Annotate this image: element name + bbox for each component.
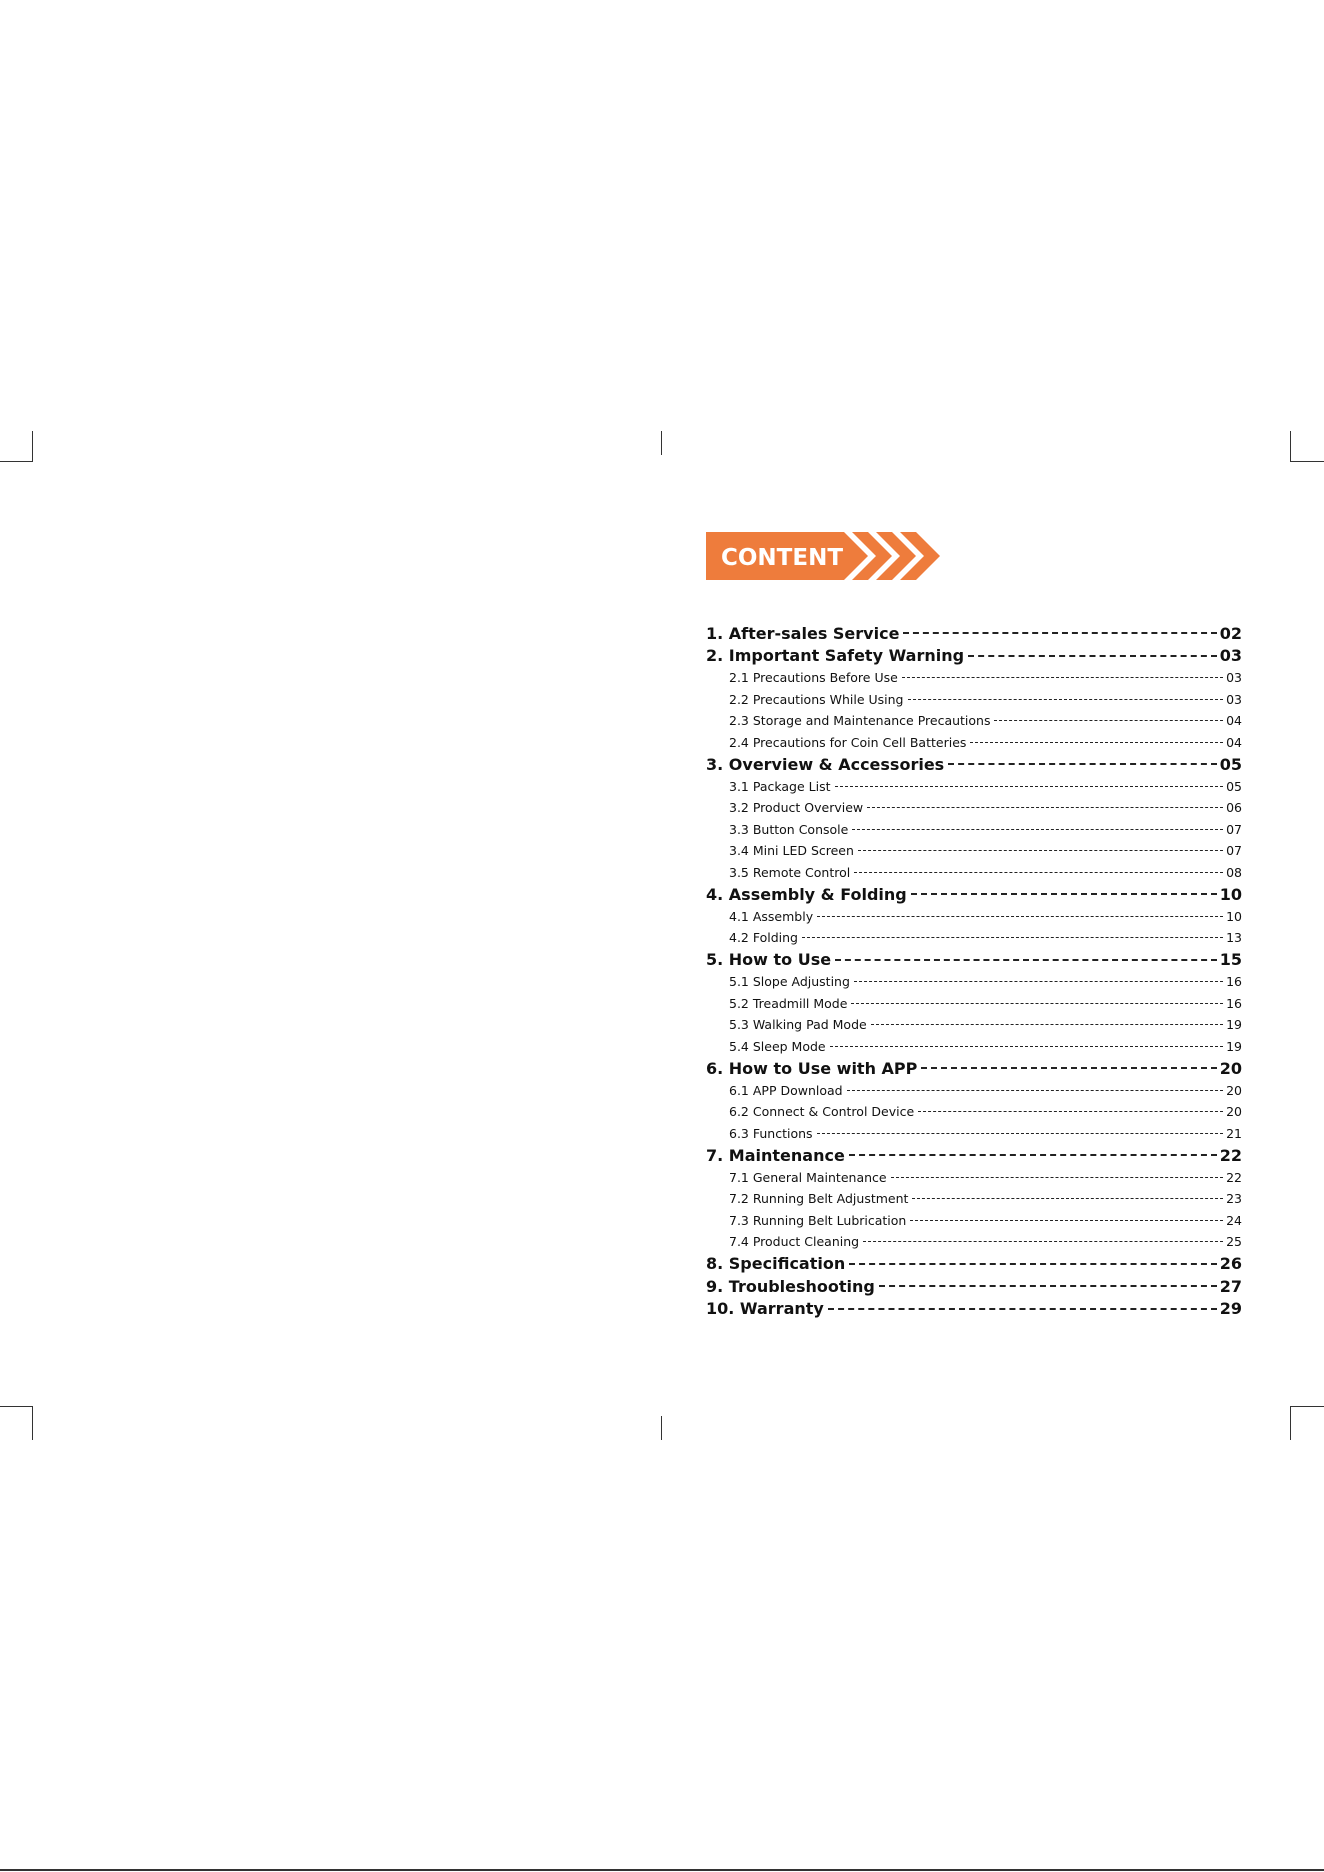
toc-page-number: 02 xyxy=(1219,623,1242,643)
toc-dotted-leader xyxy=(908,699,1224,700)
toc-page-number: 21 xyxy=(1226,1125,1242,1141)
toc-entry-title: 3.3 Button Console xyxy=(729,821,849,837)
toc-entry-title: 6.1 APP Download xyxy=(729,1082,843,1098)
toc-page-number: 10 xyxy=(1219,884,1242,904)
toc-page-number: 07 xyxy=(1226,843,1242,859)
toc-entry-title: 5. How to Use xyxy=(706,950,832,970)
toc-dotted-leader xyxy=(910,1220,1223,1221)
toc-page-number: 23 xyxy=(1226,1191,1242,1207)
toc-section-entry[interactable] xyxy=(706,645,1242,668)
toc-dotted-leader xyxy=(830,1046,1223,1047)
toc-entry-title: 8. Specification xyxy=(706,1254,846,1274)
toc-page-number: 26 xyxy=(1219,1254,1242,1274)
toc-subsection-entry[interactable] xyxy=(706,1167,1242,1189)
toc-dotted-leader xyxy=(849,1263,1217,1265)
toc-entry-title: 2. Important Safety Warning xyxy=(706,646,965,666)
toc-subsection-entry[interactable] xyxy=(706,1210,1242,1232)
toc-page-number: 22 xyxy=(1226,1169,1242,1185)
toc-section-entry[interactable] xyxy=(706,1057,1242,1080)
toc-entry-title: 9. Troubleshooting xyxy=(706,1276,875,1296)
toc-section-entry[interactable] xyxy=(706,1298,1242,1321)
toc-page-number: 03 xyxy=(1226,691,1242,707)
toc-page-number: 29 xyxy=(1219,1299,1242,1319)
toc-page-number: 07 xyxy=(1226,821,1242,837)
toc-dotted-leader xyxy=(902,677,1223,678)
toc-dotted-leader xyxy=(854,872,1223,873)
toc-section-entry[interactable] xyxy=(706,1144,1242,1167)
toc-dotted-leader xyxy=(968,655,1217,657)
toc-dotted-leader xyxy=(851,1003,1223,1004)
toc-entry-title: 2.4 Precautions for Coin Cell Batteries xyxy=(729,734,967,750)
toc-section-entry[interactable] xyxy=(706,1253,1242,1276)
toc-subsection-entry[interactable] xyxy=(706,862,1242,884)
toc-page-number: 05 xyxy=(1219,754,1242,774)
toc-subsection-entry[interactable] xyxy=(706,689,1242,711)
toc-page-number: 04 xyxy=(1226,713,1242,729)
toc-subsection-entry[interactable] xyxy=(706,710,1242,732)
toc-entry-title: 6.2 Connect & Control Device xyxy=(729,1104,915,1120)
toc-entry-title: 3.1 Package List xyxy=(729,778,831,794)
toc-page-number: 20 xyxy=(1226,1082,1242,1098)
toc-section-entry[interactable] xyxy=(706,883,1242,906)
toc-subsection-entry[interactable] xyxy=(706,1231,1242,1253)
toc-entry-title: 2.3 Storage and Maintenance Precautions xyxy=(729,713,991,729)
toc-dotted-leader xyxy=(891,1177,1224,1178)
toc-page-number: 24 xyxy=(1226,1212,1242,1228)
toc-entry-title: 5.3 Walking Pad Mode xyxy=(729,1017,867,1033)
toc-subsection-entry[interactable] xyxy=(706,1080,1242,1102)
toc-page-number: 16 xyxy=(1226,974,1242,990)
crop-mark-bottom-right-h xyxy=(1290,1406,1324,1407)
table-of-contents xyxy=(706,622,1242,1320)
bottom-rule xyxy=(0,1869,1324,1871)
toc-dotted-leader xyxy=(867,807,1223,808)
toc-subsection-entry[interactable] xyxy=(706,840,1242,862)
toc-subsection-entry[interactable] xyxy=(706,1123,1242,1145)
toc-page-number: 03 xyxy=(1219,646,1242,666)
toc-dotted-leader xyxy=(817,916,1223,917)
toc-dotted-leader xyxy=(835,786,1224,787)
toc-section-entry[interactable] xyxy=(706,622,1242,645)
toc-dotted-leader xyxy=(970,742,1223,743)
toc-dotted-leader xyxy=(863,1241,1223,1242)
toc-subsection-entry[interactable] xyxy=(706,906,1242,928)
toc-section-entry[interactable] xyxy=(706,1275,1242,1298)
toc-entry-title: 5.4 Sleep Mode xyxy=(729,1038,826,1054)
toc-entry-title: 7.1 General Maintenance xyxy=(729,1169,887,1185)
toc-page-number: 05 xyxy=(1226,778,1242,794)
toc-dotted-leader xyxy=(858,850,1223,851)
toc-dotted-leader xyxy=(817,1133,1224,1134)
toc-subsection-entry[interactable] xyxy=(706,1014,1242,1036)
toc-page-number: 27 xyxy=(1219,1276,1242,1296)
crop-mark-top-left-h xyxy=(0,461,33,462)
toc-dotted-leader xyxy=(911,893,1217,895)
toc-entry-title: 7.4 Product Cleaning xyxy=(729,1234,860,1250)
toc-subsection-entry[interactable] xyxy=(706,927,1242,949)
toc-subsection-entry[interactable] xyxy=(706,1101,1242,1123)
toc-page-number: 08 xyxy=(1226,864,1242,880)
toc-page-number: 15 xyxy=(1219,950,1242,970)
toc-dotted-leader xyxy=(903,632,1216,634)
toc-entry-title: 3. Overview & Accessories xyxy=(706,754,945,774)
toc-entry-title: 2.2 Precautions While Using xyxy=(729,691,904,707)
toc-section-entry[interactable] xyxy=(706,753,1242,776)
toc-entry-title: 3.4 Mini LED Screen xyxy=(729,843,854,859)
toc-page-number: 20 xyxy=(1226,1104,1242,1120)
toc-entry-title: 3.2 Product Overview xyxy=(729,800,864,816)
toc-entry-title: 7. Maintenance xyxy=(706,1145,845,1165)
toc-entry-title: 4. Assembly & Folding xyxy=(706,884,907,904)
toc-subsection-entry[interactable] xyxy=(706,797,1242,819)
toc-entry-title: 7.2 Running Belt Adjustment xyxy=(729,1191,909,1207)
toc-page-number: 19 xyxy=(1226,1038,1242,1054)
toc-page-number: 03 xyxy=(1226,670,1242,686)
toc-dotted-leader xyxy=(871,1024,1223,1025)
toc-entry-title: 4.2 Folding xyxy=(729,930,798,946)
toc-subsection-entry[interactable] xyxy=(706,993,1242,1015)
toc-dotted-leader xyxy=(948,763,1217,765)
toc-dotted-leader xyxy=(994,720,1223,721)
toc-subsection-entry[interactable] xyxy=(706,971,1242,993)
toc-section-entry[interactable] xyxy=(706,949,1242,972)
toc-entry-title: 1. After-sales Service xyxy=(706,623,900,643)
crop-mark-top-center xyxy=(661,431,662,455)
toc-page-number: 10 xyxy=(1226,908,1242,924)
toc-dotted-leader xyxy=(879,1285,1217,1287)
toc-dotted-leader xyxy=(828,1308,1217,1310)
toc-dotted-leader xyxy=(912,1198,1223,1199)
toc-entry-title: 5.2 Treadmill Mode xyxy=(729,995,848,1011)
toc-dotted-leader xyxy=(854,981,1223,982)
toc-page-number: 16 xyxy=(1226,995,1242,1011)
toc-dotted-leader xyxy=(921,1067,1216,1069)
toc-page-number: 19 xyxy=(1226,1017,1242,1033)
toc-subsection-entry[interactable] xyxy=(706,776,1242,798)
toc-page-number: 06 xyxy=(1226,800,1242,816)
toc-page-number: 20 xyxy=(1219,1058,1242,1078)
toc-page-number: 04 xyxy=(1226,734,1242,750)
toc-subsection-entry[interactable] xyxy=(706,819,1242,841)
toc-page-number: 22 xyxy=(1219,1145,1242,1165)
toc-entry-title: 2.1 Precautions Before Use xyxy=(729,670,898,686)
banner-title: CONTENT xyxy=(721,545,844,571)
toc-dotted-leader xyxy=(802,937,1223,938)
crop-mark-bottom-right-v xyxy=(1290,1406,1291,1440)
toc-dotted-leader xyxy=(918,1111,1223,1112)
toc-subsection-entry[interactable] xyxy=(706,732,1242,754)
crop-mark-bottom-center xyxy=(661,1416,662,1440)
toc-dotted-leader xyxy=(835,959,1217,961)
crop-mark-top-right-v xyxy=(1290,431,1291,462)
crop-mark-bottom-left-h xyxy=(0,1406,33,1407)
toc-subsection-entry[interactable] xyxy=(706,667,1242,689)
content-banner xyxy=(706,532,946,580)
toc-entry-title: 4.1 Assembly xyxy=(729,908,814,924)
toc-subsection-entry[interactable] xyxy=(706,1188,1242,1210)
toc-page-number: 13 xyxy=(1226,930,1242,946)
toc-entry-title: 5.1 Slope Adjusting xyxy=(729,974,850,990)
toc-subsection-entry[interactable] xyxy=(706,1036,1242,1058)
toc-dotted-leader xyxy=(852,829,1223,830)
toc-dotted-leader xyxy=(847,1090,1224,1091)
toc-dotted-leader xyxy=(849,1154,1217,1156)
toc-entry-title: 3.5 Remote Control xyxy=(729,864,851,880)
crop-mark-top-left-v xyxy=(32,431,33,462)
toc-page-number: 25 xyxy=(1226,1234,1242,1250)
crop-mark-bottom-left-v xyxy=(32,1406,33,1440)
crop-mark-top-right-h xyxy=(1290,461,1324,462)
toc-entry-title: 6.3 Functions xyxy=(729,1125,813,1141)
toc-entry-title: 10. Warranty xyxy=(706,1299,824,1319)
toc-entry-title: 6. How to Use with APP xyxy=(706,1058,918,1078)
toc-entry-title: 7.3 Running Belt Lubrication xyxy=(729,1212,907,1228)
